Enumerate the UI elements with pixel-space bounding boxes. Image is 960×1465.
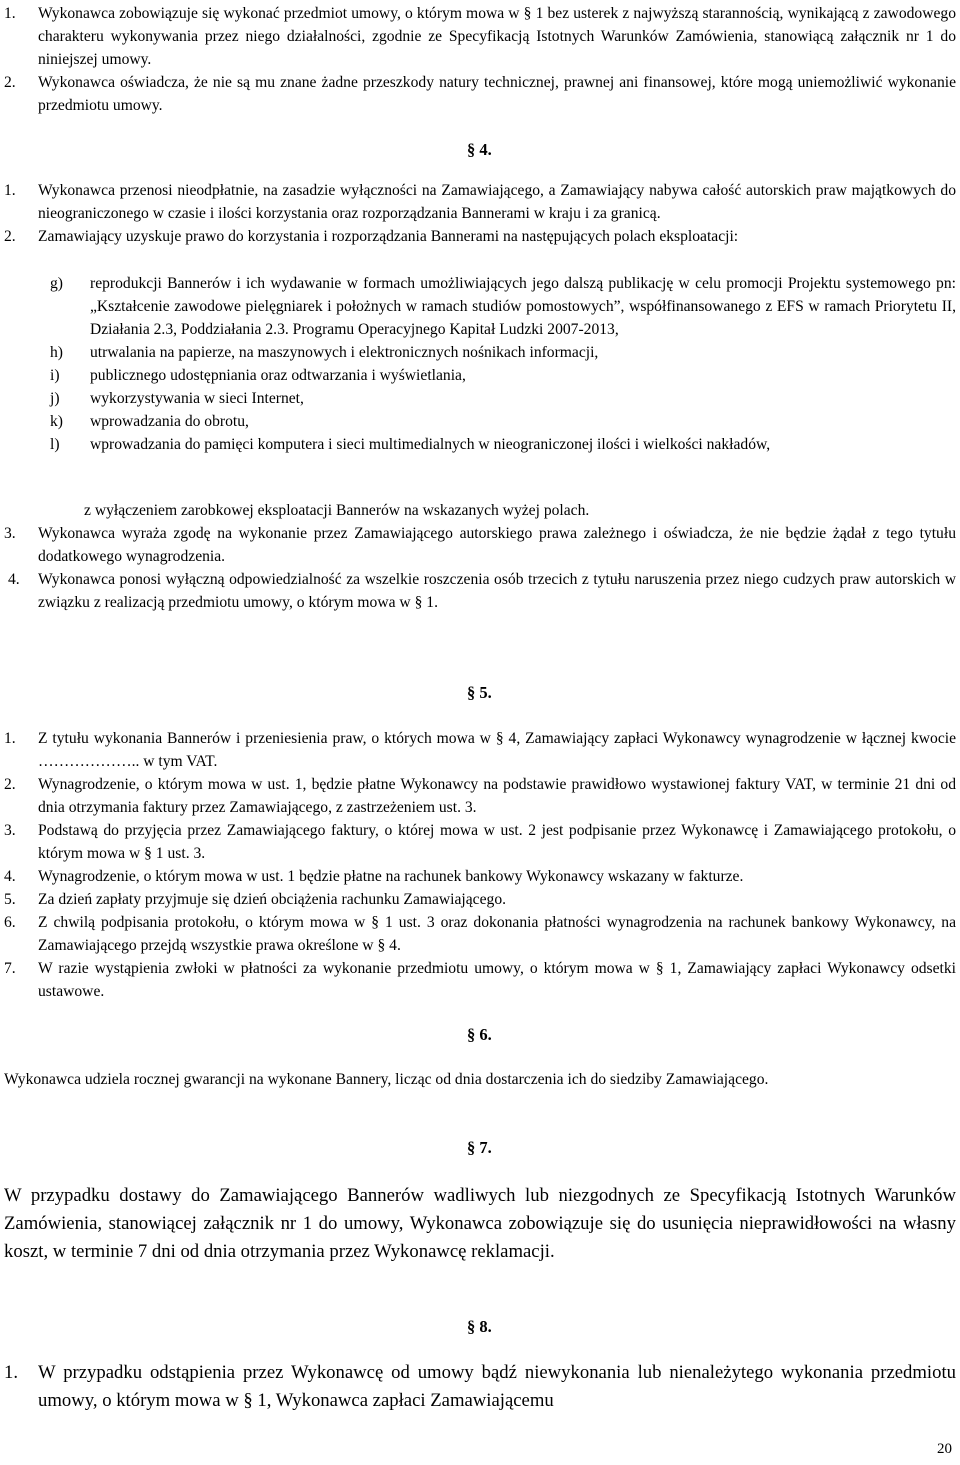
section-4-item-2	[4, 225, 956, 248]
item-text: wykorzystywania w sieci Internet,	[90, 390, 304, 407]
item-text: Wynagrodzenie, o którym mowa w ust. 1, będzie płatne Wykonawcy na podstawie prawidłowo wystawionej faktury VAT, w terminie 21 dni od dnia otrzymania faktury przez Zamawiającego, z zastrzeżeniem ust. 3.	[38, 776, 956, 816]
item-text: Z tytułu wykonania Bannerów i przeniesienia praw, o których mowa w § 4, Zamawiający zapłaci Wykonawcy wynagrodzenie w łącznej kwocie ……………….. w tym VAT.	[38, 730, 956, 770]
section-5-item-4	[4, 865, 956, 888]
section-7-text: W przypadku dostawy do Zamawiającego Bannerów wadliwych lub niezgodnych ze Specyfikacją Istotnych Warunków Zamówienia, stanowiącej załącznik nr 1 do umowy, Wykonawca zobowiązuje się do usunięcia nieprawidłowości na własny koszt, w terminie 7 dni od dnia otrzymania przez Wykonawcę reklamacji.	[4, 1185, 956, 1262]
item-text: Za dzień zapłaty przyjmuje się dzień obciążenia rachunku Zamawiającego.	[38, 891, 507, 908]
item-text: Podstawą do przyjęcia przez Zamawiającego faktury, o której mowa w ust. 2 jest podpisanie przez Wykonawcę i Zamawiającego protokołu, o którym mowa w § 1 ust. 3.	[38, 822, 956, 862]
item-letter: h)	[50, 344, 63, 361]
field-item-l	[50, 433, 956, 456]
item-text: W razie wystąpienia zwłoki w płatności za wykonanie przedmiotu umowy, o którym mowa w § 1, Zamawiający zapłaci Wykonawcy odsetki ustawowe.	[38, 960, 956, 1000]
item-number: 3.	[4, 525, 16, 542]
item-text: Wynagrodzenie, o którym mowa w ust. 1 będzie płatne na rachunek bankowy Wykonawcy wskazany w fakturze.	[38, 868, 744, 885]
exploitation-fields-list	[50, 272, 956, 456]
section-8-item-1	[4, 1359, 956, 1415]
item-letter: i)	[50, 367, 60, 384]
section-5-item-6	[4, 911, 956, 957]
item-number: 1.	[4, 1362, 19, 1383]
section-5-item-3	[4, 819, 956, 865]
item-text: Z chwilą podpisania protokołu, o którym mowa w § 1 ust. 3 oraz dokonania płatności wynagrodzenia na rachunek bankowy Wykonawcy, na Zamawiającego przejdą wszystkie prawa określone w § 4.	[38, 914, 956, 954]
section-5-item-5	[4, 888, 956, 911]
item-number: 4.	[8, 571, 20, 588]
section-4-heading: § 4.	[467, 140, 492, 159]
section-4-item-1	[4, 179, 956, 225]
section-4-body-cont	[4, 522, 956, 614]
item-number: 5.	[4, 891, 16, 908]
item-text: Wykonawca zobowiązuje się wykonać przedmiot umowy, o którym mowa w § 1 bez usterek z najwyższą starannością, wynikającą z zawodowego charakteru wykonywania przez niego działalności, zgodnie ze Specyfikacją Istotnych Warunków Zamówienia, stanowiącą załącznik nr 1 do niniejszej umowy.	[38, 5, 956, 68]
intro-list	[4, 2, 956, 117]
section-5-item-1	[4, 727, 956, 773]
item-number: 1.	[4, 5, 16, 22]
item-number: 2.	[4, 776, 16, 793]
item-text: W przypadku odstąpienia przez Wykonawcę od umowy bądź niewykonania lub nienależytego wykonania przedmiotu umowy, o którym mowa w § 1, Wykonawca zapłaci Zamawiającemu	[38, 1362, 956, 1411]
section-4-item-3	[4, 522, 956, 568]
section-5-item-7	[4, 957, 956, 1003]
item-text: publicznego udostępniania oraz odtwarzania i wyświetlania,	[90, 367, 466, 384]
item-text: Wykonawca oświadcza, że nie są mu znane żadne przeszkody natury technicznej, prawnej ani finansowej, które mogą uniemożliwić wykonanie przedmiotu umowy.	[38, 74, 956, 114]
item-number: 1.	[4, 182, 16, 199]
exclusion-clause: z wyłączeniem zarobkowej eksploatacji Bannerów na wskazanych wyżej polach.	[84, 502, 590, 519]
item-number: 6.	[4, 914, 16, 931]
intro-item-2	[4, 71, 956, 117]
item-letter: j)	[50, 390, 60, 407]
item-number: 7.	[4, 960, 16, 977]
item-text: Wykonawca przenosi nieodpłatnie, na zasadzie wyłączności na Zamawiającego, a Zamawiający nabywa całość autorskich praw majątkowych do nieograniczonego w czasie i ilości korzystania oraz rozporządzania Bannerami w kraju i za granicą.	[38, 182, 956, 222]
field-item-g	[50, 272, 956, 341]
item-letter: k)	[50, 413, 63, 430]
field-item-j	[50, 387, 956, 410]
item-text: reprodukcji Bannerów i ich wydawanie w formach umożliwiających jego dalszą publikację w celu promocji Projektu systemowego pn: „Kształcenie zawodowe pielęgniarek i położnych w ramach studiów pomostowych”, współfinansowanego z EFS w ramach Priorytetu II, Działania 2.3, Poddziałania 2.3. Programu Operacyjnego Kapitał Ludzki 2007-2013,	[90, 275, 956, 338]
item-number: 1.	[4, 730, 16, 747]
section-4-body	[4, 179, 956, 248]
section-5-body	[4, 727, 956, 1003]
item-text: Zamawiający uzyskuje prawo do korzystania i rozporządzania Bannerami na następujących polach eksploatacji:	[38, 228, 739, 245]
field-item-i	[50, 364, 956, 387]
section-6-heading: § 6.	[467, 1025, 492, 1044]
item-text: utrwalania na papierze, na maszynowych i elektronicznych nośnikach informacji,	[90, 344, 599, 361]
section-8-heading: § 8.	[467, 1317, 492, 1336]
field-item-k	[50, 410, 956, 433]
item-text: Wykonawca wyraża zgodę na wykonanie przez Zamawiającego autorskiego prawa zależnego i oświadcza, że nie będzie żądał z tego tytułu dodatkowego wynagrodzenia.	[38, 525, 956, 565]
item-number: 2.	[4, 74, 16, 91]
section-7-heading: § 7.	[467, 1138, 492, 1157]
item-text: Wykonawca ponosi wyłączną odpowiedzialność za wszelkie roszczenia osób trzecich z tytułu naruszenia przez niego cudzych praw autorskich w związku z realizacją przedmiotu umowy, o którym mowa w § 1.	[38, 571, 956, 611]
item-number: 3.	[4, 822, 16, 839]
item-text: wprowadzania do pamięci komputera i sieci multimedialnych w nieograniczonej ilości i wielkości nakładów,	[90, 436, 771, 453]
intro-item-1	[4, 2, 956, 71]
item-letter: g)	[50, 275, 63, 292]
section-6-text: Wykonawca udziela rocznej gwarancji na wykonane Bannery, licząc od dnia dostarczenia ich do siedziby Zamawiającego.	[4, 1071, 769, 1088]
section-4-item-4	[8, 568, 956, 614]
item-number: 2.	[4, 228, 16, 245]
section-5-item-2	[4, 773, 956, 819]
section-5-heading: § 5.	[467, 683, 492, 702]
page-number: 20	[937, 1441, 952, 1457]
item-text: wprowadzania do obrotu,	[90, 413, 249, 430]
field-item-h	[50, 341, 956, 364]
item-number: 4.	[4, 868, 16, 885]
item-letter: l)	[50, 436, 60, 453]
